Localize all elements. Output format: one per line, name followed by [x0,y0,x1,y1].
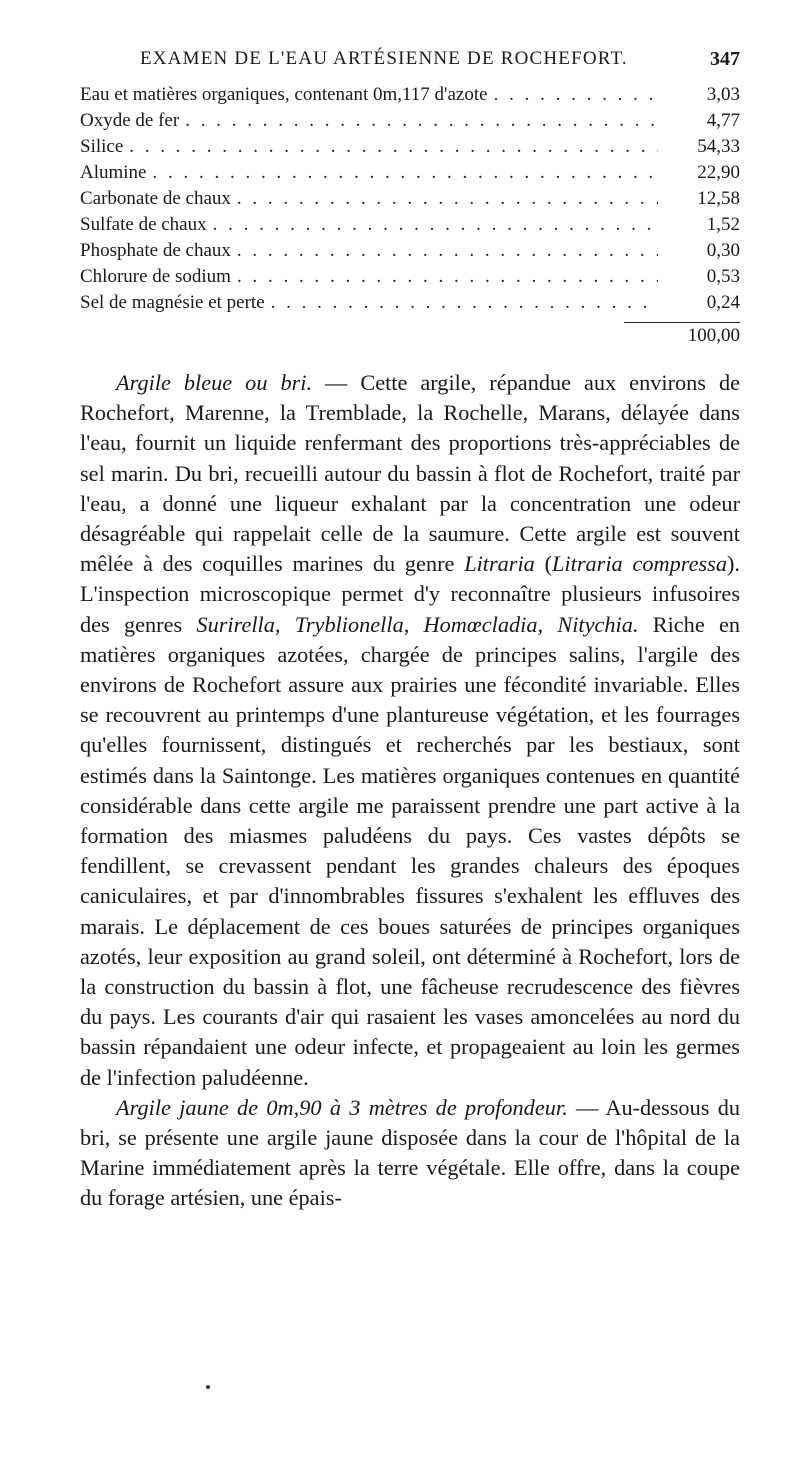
leader-dots [271,292,658,314]
analysis-value: 0,30 [706,240,740,261]
analysis-row [80,188,740,214]
analysis-value: 4,77 [706,110,740,131]
leader-dots [237,266,658,288]
page-number: 347 [710,48,740,70]
leader-dots [153,162,659,184]
paragraph-text: ). L'inspection microscopique permet d'y reconnaître plusieurs infusoires des genres [80,551,740,637]
species-name: Litraria compressa [552,551,727,577]
analysis-value: 3,03 [706,84,740,105]
analysis-label: Alumine [80,162,147,183]
analysis-row [80,110,740,136]
leader-dots [213,214,658,236]
print-speck [206,1385,210,1389]
paragraph-text: ( [534,551,553,577]
analysis-total: 100,00 [687,325,740,346]
analysis-table [80,84,740,351]
analysis-value: 0,24 [706,292,740,313]
genera-list: Surirella, Tryblionella, Homœcladia, Nitychia. [196,611,639,637]
analysis-value: 22,90 [697,162,740,183]
analysis-label: Chlorure de sodium [80,266,231,287]
paragraph-argile-bleue [80,368,740,1093]
paragraph-text: Riche en matières organiques azotées, chargée de principes salins, l'argile des environs de Rochefort assure aux prairies une fécondité invariable. Elles se recouvrent au printemps d'une plantureuse végétation, et les fourrages qu'elles fournissent, distingués et recherchés par les bestiaux, sont estimés dans la Saintonge. Les matières organiques contenues en quantité considérable dans cette argile me paraissent prendre une part active à la formation des miasmes paludéens du pays. Ces vastes dépôts se fendillent, se crevassent pendant les grandes chaleurs des époques caniculaires, et par d'innombrables fissures s'exhalent les effluves des marais. Le déplacement de ces boues saturées de principes organiques azotés, leur exposition au grand soleil, ont déterminé à Rochefort, lors de la construction du bassin à flot, une fâcheuse recrudescence des fièvres du pays. Les courants d'air qui rasaient les vases amoncelées au nord du bassin répandaient une odeur infecte, et propageaient au loin les germes de l'infection paludéenne. [80,611,741,1090]
analysis-value: 1,52 [706,214,740,235]
leader-dots [185,110,658,132]
analysis-total-row [80,325,740,351]
analysis-row [80,214,740,240]
running-title: EXAMEN DE L'EAU ARTÉSIENNE DE ROCHEFORT. [140,48,628,69]
analysis-row [80,136,740,162]
analysis-label: Carbonate de chaux [80,188,231,209]
analysis-row [80,266,740,292]
analysis-value: 12,58 [697,188,740,209]
paragraph-title: Argile bleue ou bri. [116,370,313,395]
analysis-row [80,84,740,110]
analysis-row [80,292,740,318]
analysis-row [80,162,740,188]
analysis-label: Silice [80,136,124,157]
paragraph-title: Argile jaune de 0m,90 à 3 mètres de profondeur. [116,1094,568,1120]
paragraph-text: — Au-dessous du bri, se présente une argile jaune disposée dans la cour de l'hôpital de la Marine immédiatement après la terre végétale. Elle offre, dans la coupe du forage artésien, une épais- [80,1094,740,1211]
analysis-label: Sulfate de chaux [80,214,207,235]
analysis-value: 54,33 [697,136,740,157]
page-header [80,48,740,76]
analysis-row [80,240,740,266]
total-rule [624,322,740,323]
analysis-label: Sel de magnésie et perte [80,292,265,313]
genus-name: Litraria [464,551,535,577]
leader-dots [237,240,658,262]
leader-dots [494,84,658,106]
analysis-label: Phosphate de chaux [80,240,231,261]
analysis-value: 0,53 [706,266,740,287]
leader-dots [237,188,658,210]
paragraph-argile-jaune [80,1093,740,1214]
analysis-label: Oxyde de fer [80,110,180,131]
paragraph-text: — Cette argile, répandue aux environs de Rochefort, Marenne, la Tremblade, la Rochelle, Marans, délayée dans l'eau, fournit un liquide renfermant des proportions très-appréciables de sel marin. Du bri, recueilli autour du bassin à flot de Rochefort, traité par l'eau, a donné une liqueur exhalant par la concentration une odeur désagréable qui rappelait celle de la saumure. Cette argile est souvent mêlée à des coquilles marines du genre [80,370,741,577]
body-text [80,368,740,1214]
leader-dots [129,136,658,158]
analysis-label: Eau et matières organiques, contenant 0m,117 d'azote [80,84,488,105]
